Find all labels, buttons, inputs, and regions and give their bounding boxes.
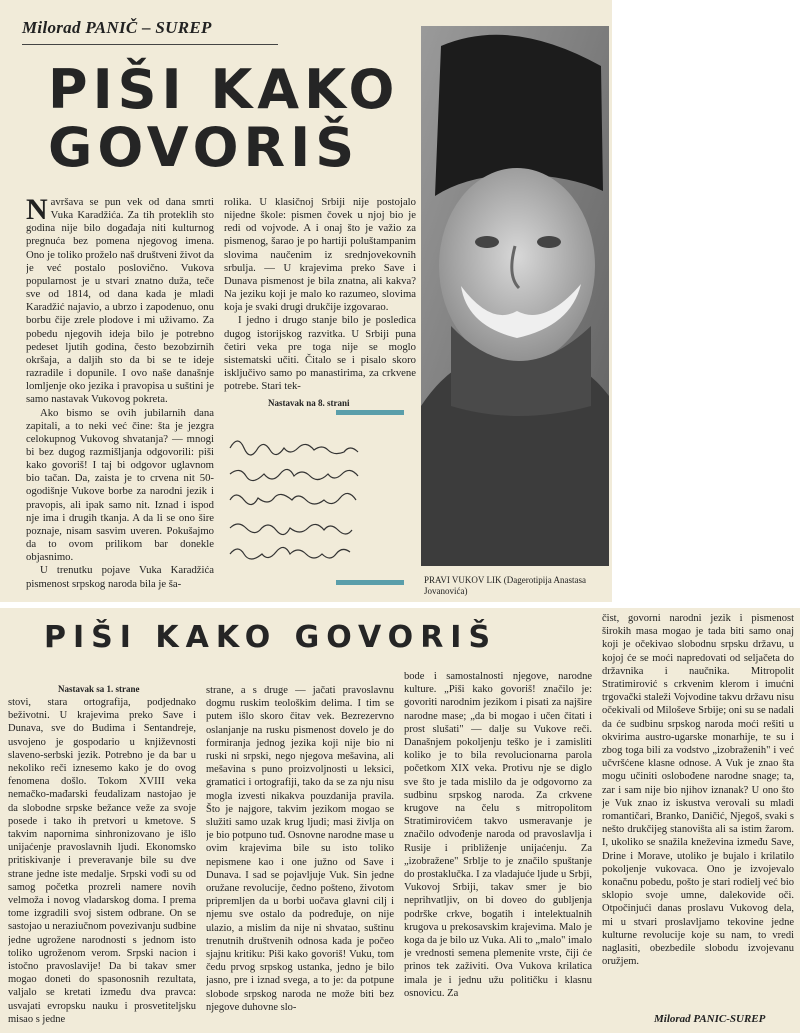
paragraph: I jedno i drugo stanje bilo je posledica dugog istorijskog razvitka. U Srbiji puna četiri veka pre toga nije se moglo sistematski učiti. Čitalo se i pisalo skoro isključivo samo po manastirima, za crkvene potrebe. Stari tek- — [224, 314, 416, 393]
signature: Milorad PANIC-SUREP — [654, 1013, 766, 1025]
headline-line-2: GOVORIŠ — [48, 116, 360, 179]
paragraph: bode i samostalnosti njegove, narodne kulture. „Piši kako govoriš! značilo je: govoriti narodnim jezikom i pisati za najšire narodne mase; „da bi mogao i učen čitati i prost slušati" — dalje su Vukove reči. Današnjem pokoljenju teško je i zamisliti koliko je to bila revolucionarna parola početkom XIX veka. Protivu nje se diglo sve što je tada mislilo da je odgovorno za sudbinu srpskog naroda. Za crkvene krugove na čelu s mitropolitom Stratimirovićem takvo usmeravanje je značilo odvođenje naroda od pravoslavlja i Rusije i približenje unijaćenju. Za „izobražene" Srblje to je značilo spuštanje do prostaklučka. I za vladajuće ljude u Srbji, Vukovoj Srbiji, takav smer je bio neprihvatljiv, on bi doveo do gubljenja podrške crkve, bogatih i intelektualnih krugova u prekosavskim krajevima. Malo je koga da je bilo uz Vuka. Ali to „malo" imalo je vrednosti semena plemenite vrste, čiji će prinos tek zaživiti. Ova Vukova krilatica imala je i jednu užu političku i klasnu osnovicu. Za — [404, 671, 592, 999]
article-column-1 — [26, 196, 214, 596]
handwriting-sample — [222, 430, 417, 579]
paragraph: strane, a s druge — jačati pravoslavnu dogmu ruskim teološkim delima. I tim se putem išlo skoro čitav vek. Bezrezervno oslanjanje na rusku pismenost dovelo je do formiranja jednog jezika koji nije bio ni ruski ni srpski, nego njegova mešavina, ali mešavina s puno proizvoljnosti u leksici, gramatici i ortografiji, tako da se za nju nisu mogla izvesti nikakva pouzdanija pravila. Što je najgore, takvim jezikom mogao se služiti samo uzak krug ljudi; masi življa on je bio potpuno tuđ. Osnovne narodne mase u ovim krajevima bile su isto toliko nepismene kao i one južno od Save i Dunava. I sad se pojavljuje Vuk. Sin jedne oružane revolucije, čedno pošteno, životom pripremljen da u borbi uočava glavni cilj i njemu sve ostalo da podređuje, on nije ulazio, a mislim da nije ni shvatao, suštinu trenutnih društvenih odnosa kada je počeo sjajnu kritiku: Piši kako govoriš! Vuku, tom čedu prvog srpskog ustanka, jedno je bilo jasno, pre i iznad svega, a to je: da potpune slobode srpskog naroda ne može biti bez njegove duhovne slo- — [206, 685, 394, 1013]
continuation-headline: PIŠI KAKO GOVORIŠ — [44, 620, 498, 655]
byline: Milorad PANIČ – SUREP — [22, 18, 212, 37]
handwriting-scribble-icon — [222, 430, 417, 570]
photo-caption: PRAVI VUKOV LIK (Dagerotipija Anastasa Jovanovića) — [424, 575, 586, 596]
continuation-column-2 — [206, 684, 394, 1032]
paragraph: čist, govorni narodni jezik i pismenost širokih masa mogao je tada biti samo onaj koji je očekivao slobodnu srpsku državu, u kojoj će se moći napredovati od seljačeta do državnika i naučnika. Mitropolit Stratimirović s crkvenim klerom i imućni trgovački staleži Vojvodine takvu državu nisu očekivali od Miloševe Srbije; oni su se nadali da će sudbinu srpskog naroda moći rešiti u okvirima austro-ugarske monarhije, te su i zbog toga bili za vodstvo „izobraženih" i već učvršćene klasne odnose. A Vuk je znao šta mogu učiniti oslobođene narodne snage; ta, zar i sam nije bio njihov iznanak? U ono što je Vuk znao iz iskustva verovali su mladi romantičari, Branko, Daničić, Njegoš, svaki s nešto drukčijeg stanovišta ali sa istim žarom. I, ukoliko se snažila kneževina između Save, Drine i Morave, utoliko je bujalo i krilatilo pokoljenje vukovaca. Ono je izvojevalo konačnu pobedu, pošto je stari rodielj već bio sklopio svoje umne, dalekovide oči. Otpočinjući danas proslavu Vukovog dela, mi u stvari proslavljamo tekovine jedne kulturne revolucije koje su nam, to vredi naglasiti, obezbedile slobodu izvojevanu oružjem. — [602, 613, 794, 968]
paragraph: U trenutku pojave Vuka Karadžića pismenost srpskog naroda bila je ša- — [26, 564, 214, 590]
tape-mark — [336, 410, 404, 415]
continued-note: Nastavak na 8. strani — [268, 398, 350, 408]
portrait-photo — [421, 26, 609, 566]
article-clipping-top — [0, 0, 612, 602]
paragraph: rolika. U klasičnoj Srbiji nije postojalo nijedne škole: pismen čovek u njoj bio je redi od vojvode. A i onaj što je važio za pismenog, šarao je po hartiji poluštampanim slovima naučenim iz srednjovekovnih srbulja. — U krajevima preko Save i Dunava pismenost je bila znatna, ali kakva? Na jeziku koji je malo ko razumeo, slovima koja je svaki drugi drukčije izgovarao. — [224, 196, 416, 314]
tape-mark — [336, 580, 404, 585]
byline-rule — [22, 44, 278, 45]
vuk-portrait-image — [421, 26, 609, 566]
paragraph: Ako bismo se ovih jubilarnih dana zapitali, a to neki već čine: šta je jezgra celokupnog Vukovog shvatanja? — mnogi bi bez dugog razmišljanja odgovorili: piši kako govoriš! I taj bi odgovor uglavnom bio tačan. Da, zaista je to crvena nit 50-ogodišnje Vukove borbe za narodni jezik i pravopis, ali ipak samo nit. Iznad i ispod nje ima i drugih tkanja. A da li se ono šire poznaje, nisam sasvim uveren. Pokušajmo da to ovom prilikom bar donekle objasnimo. — [26, 406, 214, 564]
paragraph: stovi, stara ortografija, podjednako beživotni. U krajevima preko Save i Dunava, sve do Budima i Sentandreje, usvojeno je gospodario u književnosti slaveno-serbski jezik. Potrebno je da bar u nekoliko reči iznesemo kako je do ovog fenomena došlo. Tokom XVIII veka nemačko-mađarski feudalizam nastojao je da slobodne srpske bežance veže za svoje posede i tako ih pretvori u kmetove. S takvim napornima sinhronizovano je išlo unijaćenje pravoslavnih ljudi. Ekonomsko pritiskivanje i preveravanje bile su dve strane jedne iste medalje. Srpski vođi su od samog početka prozreli namere novih velmoža i novog vladarskog doma. I prema tome izgradili svoj sistem odbrane. On se sastojao u neraziučnom povezivanju sudbine jedne ugrožene narodnosti s jednom isto toliko ugroženom verom. Srpski nacion i istočno pravoslavije! Da bi takav smer mogao doneti do spasonosnih rezultata, valjalo se kretati između dva pravca: usvajati evropsku nauku i prosvetiteljsku misao s jedne — [8, 697, 196, 1025]
paragraph: avršava se pun vek od dana smrti Vuka Karadžića. Za tih proteklih sto godina nije bilo događaja niti kulturnog pregnuća bez pomena njegovog imena. Ono je toliko proželo naš društveni život da je već postalo poslovično. Vukova popularnost je u stvari znatno duža, teče sve od 1814, od dana kada je mladi Karadžić najavio, a ubrzo i zapodenuo, onu borbu čije zrele plodove i mi uživamo. Za pobedu njegovih ideja bilo je potrebno pedeset ljutih godina, često bezobzirnih okršaja, a daljih sto da bi se te ideje razradile i dopunile. I ovo naše današnje lomljenje oko jezika i pravopisa u suštini je samo nastavak Vukovog pokreta. — [26, 196, 214, 406]
continuation-column-1 — [8, 696, 196, 1032]
continued-from-note: Nastavak sa 1. strane — [58, 684, 140, 694]
drop-cap: N — [26, 196, 48, 226]
continuation-column-3 — [404, 670, 592, 1032]
article-clipping-bottom — [0, 608, 800, 1033]
continuation-column-4 — [602, 612, 794, 1010]
article-column-2 — [224, 196, 416, 396]
headline-line-1: PIŠI KAKO — [48, 58, 400, 121]
